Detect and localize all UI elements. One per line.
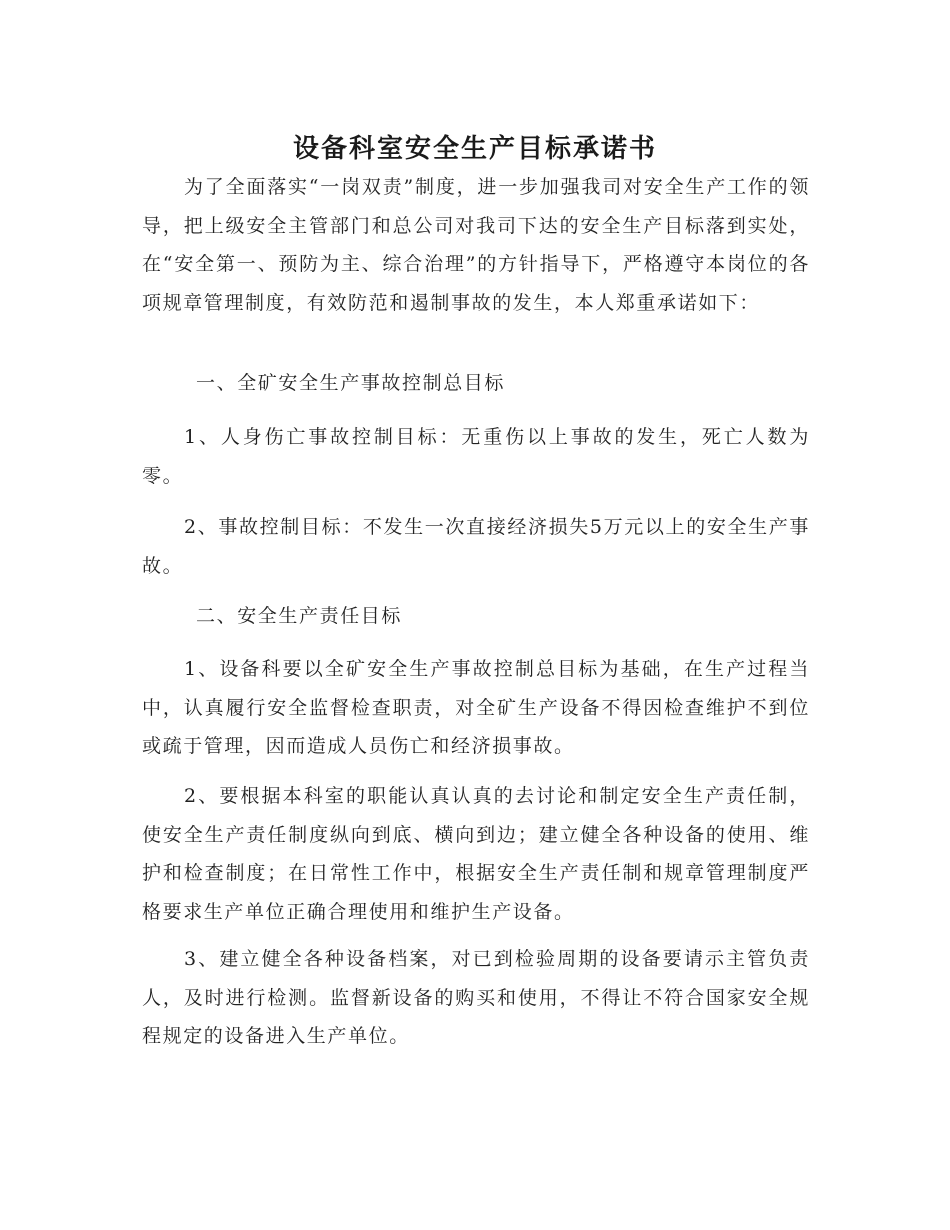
section-1-item-1: 1、人身伤亡事故控制目标：无重伤以上事故的发生，死亡人数为零。 — [142, 426, 810, 487]
section-2-item-1: 1、设备科要以全矿安全生产事故控制总目标为基础，在生产过程当中，认真履行安全监督检查职责，对全矿生产设备不得因检查维护不到位或疏于管理，因而造成人员伤亡和经济损事故。 — [142, 658, 810, 757]
document-title: 设备科室安全生产目标承诺书 — [292, 134, 657, 165]
intro-paragraph: 为了全面落实“一岗双责”制度，进一步加强我司对安全生产工作的领导，把上级安全主管部门和总公司对我司下达的安全生产目标落到实处，在“安全第一、预防为主、综合治理”的方针指导下，严格遵守本岗位的各项规章管理制度，有效防范和遏制事故的发生，本人郑重承诺如下： — [142, 176, 810, 314]
section-2-item-2: 2、要根据本科室的职能认真认真的去讨论和制定安全生产责任制，使安全生产责任制度纵向到底、横向到边；建立健全各种设备的使用、维护和检查制度；在日常性工作中，根据安全生产责任制和规章管理制度严格要求生产单位正确合理使用和维护生产设备。 — [142, 785, 810, 923]
section-2-item-3: 3、建立健全各种设备档案，对已到检验周期的设备要请示主管负责人，及时进行检测。监督新设备的购买和使用，不得让不符合国家安全规程规定的设备进入生产单位。 — [142, 948, 810, 1047]
section-heading-2: 二、安全生产责任目标 — [196, 605, 403, 627]
section-1-item-2: 2、事故控制目标：不发生一次直接经济损失5万元以上的安全生产事故。 — [142, 516, 810, 577]
section-heading-1: 一、全矿安全生产事故控制总目标 — [196, 372, 506, 394]
